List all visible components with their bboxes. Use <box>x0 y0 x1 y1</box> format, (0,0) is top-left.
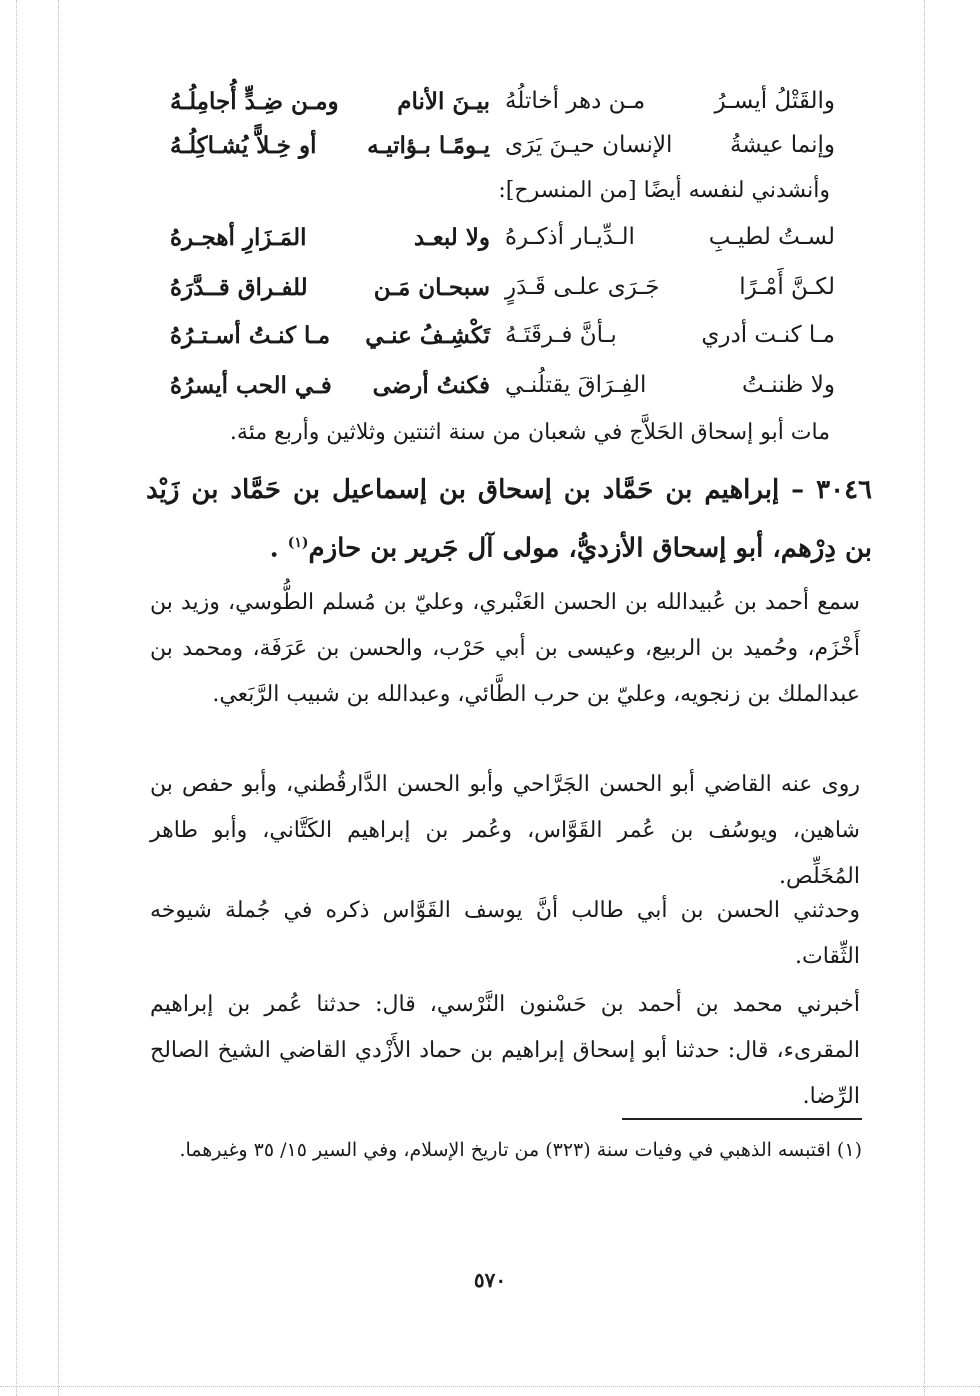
footnote-marker: (١) <box>287 535 309 551</box>
verse-first-hemistich <box>505 224 835 250</box>
verse-second-hemistich <box>170 322 490 349</box>
verse-text: ولا ظننـتُ <box>741 372 835 398</box>
verse-second-hemistich <box>170 224 490 251</box>
verse-text: فكنتُ أرضى <box>372 372 490 399</box>
scan-dotted-guide <box>58 0 59 1396</box>
verse-text: بيـنَ الأنام <box>397 88 490 115</box>
verse-second-hemistich <box>170 88 490 115</box>
verse-text: تَكْشِـفُ عنـي <box>365 322 490 349</box>
verse-first-hemistich <box>505 274 835 300</box>
footnote: (١) اقتبسه الذهبي في وفيات سنة (٣٢٣) من تاريخ الإسلام، وفي السير ١٥/ ٣٥ وغيرهما. <box>179 1139 862 1161</box>
verse-line <box>170 88 835 128</box>
scan-dotted-guide <box>0 1386 980 1387</box>
verse-first-hemistich <box>505 132 835 158</box>
scan-dotted-guide <box>924 0 925 1396</box>
page-number: ٥٧٠ <box>473 1268 507 1292</box>
verse-text: ولا لبعـد <box>413 224 490 251</box>
verse-line <box>170 224 835 264</box>
verse-first-hemistich <box>505 88 835 114</box>
verse-text: للفـراق قــدَّرَهُ <box>170 274 308 301</box>
paragraph-students: روى عنه القاضي أبو الحسن الجَرَّاحي وأبو الحسن الدَّارقُطني، وأبو حفص بن شاهين، ويوسُف بن عُمر القَوَّاس، وعُمر بن إبراهيم الكَتَّاني، وأبو طاهر المُخَلِّص. <box>150 772 860 889</box>
verse-first-hemistich <box>505 372 835 398</box>
intro-line: وأنشدني لنفسه أيضًا [من المنسرح]: <box>498 178 830 203</box>
death-note: مات أبو إسحاق الحَلاَّج في شعبان من سنة اثنتين وثلاثين وأربع مئة. <box>229 420 830 445</box>
entry-heading-text: ٣٠٤٦ – إبراهيم بن حَمَّاد بن إسحاق بن إسماعيل بن حَمَّاد بن زَيْد بن دِرْهم، أبو إسحاق الأزديُّ، مولى آل جَرير بن حازم <box>146 475 872 564</box>
verse-text: لكـنَّ أَمْـرًا <box>739 274 835 300</box>
footnote-separator <box>622 1118 862 1120</box>
verse-text: سبحـان مَـن <box>373 274 490 301</box>
verse-text: مـن دهر أخاتلُهُ <box>505 88 646 114</box>
verse-text: أو خِـلاًّ يُشـاكِلُـهُ <box>170 132 317 159</box>
entry-heading <box>146 464 872 576</box>
verse-text: مـا كنـتُ أسـتـرُهُ <box>170 322 331 349</box>
verse-second-hemistich <box>170 372 490 399</box>
paragraph-teachers: سمع أحمد بن عُبيدالله بن الحسن العَنْبري، وعليّ بن مُسلم الطُّوسي، وزيد بن أَخْزَم، وحُميد بن الربيع، وعيسى بن أبي حَرْب، والحسن بن عَرَفَة، ومحمد بن عبدالملك بن زنجويه، وعليّ بن حرب الطَّائي، وعبدالله بن شبيب الرَّبَعي. <box>150 590 860 707</box>
entry-heading-text: . <box>269 533 288 564</box>
verse-first-hemistich <box>505 322 835 348</box>
verse-text: الـدِّيـار أذكـرهُ <box>505 224 635 250</box>
verse-text: بـأنَّ فـرقَتَـهُ <box>505 322 617 348</box>
verse-text: فـي الحب أيسرُهُ <box>170 372 332 399</box>
verse-line <box>170 132 835 172</box>
verse-second-hemistich <box>170 132 490 159</box>
paragraph-chain: أخبرني محمد بن أحمد بن حَسْنون النَّرْسي، قال: حدثنا عُمر بن إبراهيم المقرىء، قال: حدثنا أبو إسحاق إبراهيم بن حماد الأَزْدي القاضي الشيخ الصالح الرِّضا. <box>150 992 860 1109</box>
scan-dotted-guide <box>16 0 17 1396</box>
verse-text: المَـزَارِ أهجـرهُ <box>170 224 307 251</box>
verse-second-hemistich <box>170 274 490 301</box>
verse-text: يـومًـا بـؤاتيـه <box>367 132 490 159</box>
verse-text: جَـرَى علـى قَـدَرٍ <box>505 274 660 300</box>
verse-line <box>170 372 835 412</box>
verse-line <box>170 274 835 314</box>
verse-text: والقَتْلُ أيسـرُ <box>714 88 835 114</box>
verse-text: لسـتُ لطيـبِ <box>708 224 835 250</box>
verse-text: مـا كنـت أدري <box>701 322 835 348</box>
verse-text: ومـن ضِـدٍّ أُجامِلُـهُ <box>170 88 339 115</box>
verse-text: الإنسان حيـنَ يَرَى <box>505 132 673 158</box>
verse-line <box>170 322 835 362</box>
verse-text: وإنما عيشةُ <box>729 132 835 158</box>
paragraph-reliability: وحدثني الحسن بن أبي طالب أنَّ يوسف القَوَّاس ذكره في جُملة شيوخه الثِّقات. <box>150 898 860 969</box>
verse-text: الفِـرَاقَ يقتلُنـي <box>505 372 647 398</box>
